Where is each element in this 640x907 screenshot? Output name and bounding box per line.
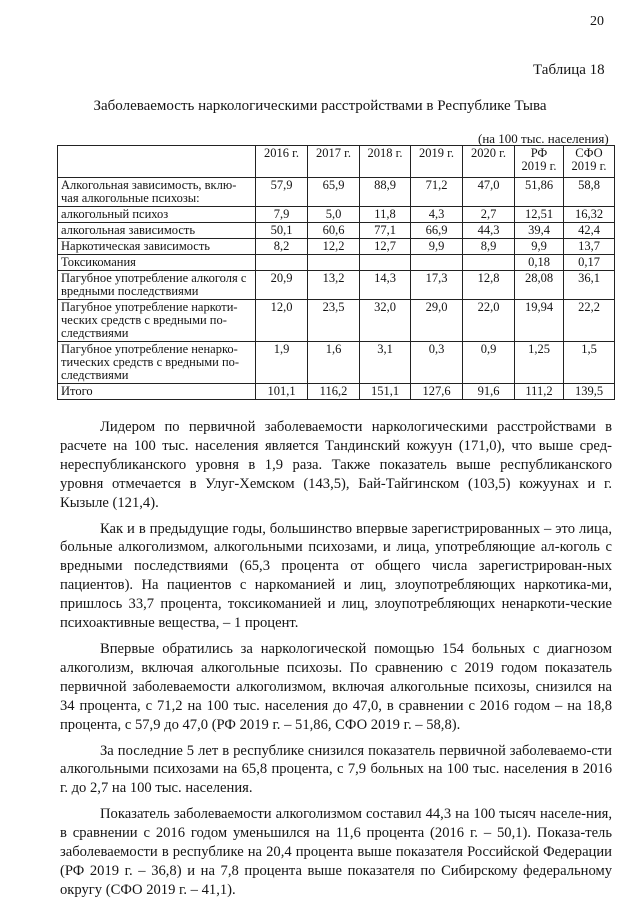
value-cell [308,255,360,271]
value-cell: 1,5 [564,342,615,384]
value-cell: 7,9 [256,207,308,223]
row-label: Токсикомания [58,255,256,271]
table-row [58,178,615,207]
value-cell: 19,94 [515,300,564,342]
value-cell: 66,9 [411,223,463,239]
table-row [58,255,615,271]
value-cell: 71,2 [411,178,463,207]
value-cell: 22,2 [564,300,615,342]
value-cell: 16,32 [564,207,615,223]
value-cell: 32,0 [360,300,411,342]
value-cell: 39,4 [515,223,564,239]
table-row [58,223,615,239]
value-cell: 58,8 [564,178,615,207]
value-cell: 50,1 [256,223,308,239]
value-cell: 1,9 [256,342,308,384]
row-label: Итого [58,384,256,400]
value-cell: 88,9 [360,178,411,207]
value-cell: 116,2 [308,384,360,400]
paragraph: Впервые обратились за наркологической помощью 154 больных с диагнозом алкоголизм, включая алкогольные психозы. По сравнению с 2019 годом показатель первичной заболеваемости алкоголизмом, включая алкогольные психозы, снизился на 34 процента, с 71,2 на 100 тыс. населения до 47,0, в сравнении с 2016 годом – на 18,8 процента, с 57,9 до 47,0 (РФ 2019 г. – 51,86, СФО 2019 г. – 58,8). [60,640,612,733]
value-cell: 0,3 [411,342,463,384]
table-title: Заболеваемость наркологическими расстройствами в Республике Тыва [93,98,547,114]
value-cell: 42,4 [564,223,615,239]
value-cell: 22,0 [463,300,515,342]
value-cell: 3,1 [360,342,411,384]
row-label: Алкогольная зависимость, вклю-чая алкогольные психозы: [58,178,256,207]
header-cell: 2019 г. [411,146,463,178]
paragraph: Показатель заболеваемости алкоголизмом составил 44,3 на 100 тысяч населе-ния, в сравнении с 2016 годом уменьшился на 11,6 процента (2016 г. – 50,1). Показа-тель заболеваемости в республике на 20,4 процента выше показателя Российской Федерации (РФ 2019 г. – 36,8) и на 7,8 процента выше показателя по Сибирскому федеральному округу (СФО 2019 г. – 41,1). [60,806,612,898]
value-cell: 12,7 [360,239,411,255]
value-cell: 1,25 [515,342,564,384]
header-cell [58,146,256,178]
value-cell: 101,1 [256,384,308,400]
paragraph: Лидером по первичной заболеваемости наркологическими расстройствами в расчете на 100 тыс. населения является Тандинский кожуун (171,0), что выше сред-нереспубликанского уровня в 1,9 раза. Также показатель выше республиканского уровня отмечается в Улуг-Хемском (143,5), Бай-Тайгинском (103,5) кожуунах и г. Кызыле (121,4). [60,419,612,511]
row-label: Пагубное употребление наркоти-ческих средств с вредными по-следствиями [58,300,256,342]
value-cell: 111,2 [515,384,564,400]
value-cell: 20,9 [256,271,308,300]
value-cell [360,255,411,271]
value-cell: 12,2 [308,239,360,255]
value-cell: 2,7 [463,207,515,223]
value-cell: 28,08 [515,271,564,300]
value-cell: 12,0 [256,300,308,342]
paragraph: Как и в предыдущие годы, большинство впервые зарегистрированных – это лица, больные алкоголизмом, алкогольными психозами, и лица, употребляющие ал-коголь с вредными последствиями (65,3 процента от общего числа зарегистрирован-ных пациентов). На пациентов с наркоманией и лиц, злоупотребляющих наркотика-ми, пришлось 33,7 процента, токсикоманией и лиц, злоупотребляющих ненаркоти-ческие психоактивные вещества, – 1 процент. [60,520,612,632]
value-cell: 14,3 [360,271,411,300]
value-cell: 8,9 [463,239,515,255]
table-row [58,384,615,400]
value-cell: 0,17 [564,255,615,271]
page-number: 20 [590,14,604,29]
value-cell: 5,0 [308,207,360,223]
value-cell: 139,5 [564,384,615,400]
body-text [60,418,612,907]
value-cell: 29,0 [411,300,463,342]
value-cell: 51,86 [515,178,564,207]
header-cell: РФ 2019 г. [515,146,564,178]
value-cell: 77,1 [360,223,411,239]
value-cell: 12,8 [463,271,515,300]
header-cell: СФО 2019 г. [564,146,615,178]
row-label: алкогольный психоз [58,207,256,223]
value-cell: 127,6 [411,384,463,400]
row-label: Пагубное употребление алкоголя с вредными последствиями [58,271,256,300]
value-cell: 57,9 [256,178,308,207]
paragraph: За последние 5 лет в республике снизился показатель первичной заболеваемо-сти алкогольными психозами на 65,8 процента, с 7,9 больных на 100 тыс. населения в 2016 г. до 2,7 на 100 тыс. населения. [60,742,612,797]
header-cell: 2017 г. [308,146,360,178]
value-cell: 9,9 [515,239,564,255]
value-cell: 47,0 [463,178,515,207]
value-cell: 11,8 [360,207,411,223]
value-cell: 36,1 [564,271,615,300]
value-cell: 13,7 [564,239,615,255]
value-cell [256,255,308,271]
value-cell: 9,9 [411,239,463,255]
morbidity-table [57,145,615,400]
value-cell: 8,2 [256,239,308,255]
value-cell: 13,2 [308,271,360,300]
value-cell: 12,51 [515,207,564,223]
row-label: алкогольная зависимость [58,223,256,239]
table-header-row [58,146,615,178]
value-cell: 0,9 [463,342,515,384]
table-row [58,300,615,342]
table-row [58,271,615,300]
table-row [58,207,615,223]
value-cell: 151,1 [360,384,411,400]
value-cell [463,255,515,271]
value-cell [411,255,463,271]
header-cell: 2020 г. [463,146,515,178]
units-note: (на 100 тыс. населения) [478,131,609,146]
table-label: Таблица 18 [533,62,605,78]
value-cell: 1,6 [308,342,360,384]
value-cell: 44,3 [463,223,515,239]
value-cell: 23,5 [308,300,360,342]
value-cell: 65,9 [308,178,360,207]
value-cell: 91,6 [463,384,515,400]
header-cell: 2018 г. [360,146,411,178]
row-label: Пагубное употребление ненарко-тических средств с вредными по-следствиями [58,342,256,384]
table-row [58,342,615,384]
value-cell: 4,3 [411,207,463,223]
value-cell: 17,3 [411,271,463,300]
value-cell: 0,18 [515,255,564,271]
header-cell: 2016 г. [256,146,308,178]
value-cell: 60,6 [308,223,360,239]
table-row [58,239,615,255]
row-label: Наркотическая зависимость [58,239,256,255]
